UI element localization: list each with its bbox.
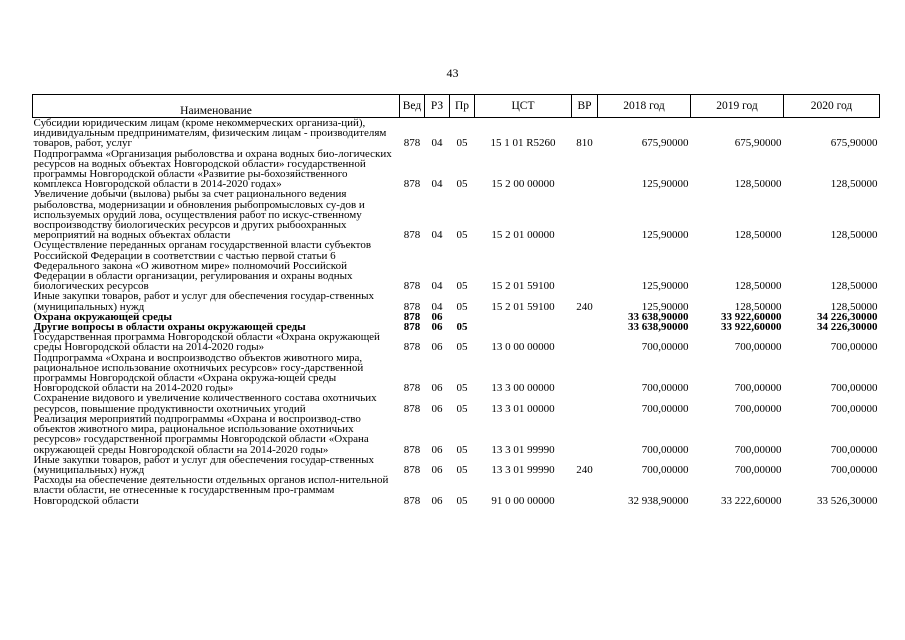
cell-rz: 06 — [431, 341, 443, 354]
cell-vr — [572, 393, 598, 413]
table-body — [33, 118, 880, 506]
cell-pr: 05 — [456, 382, 468, 395]
cell-cst: 15 2 01 59100 — [491, 280, 555, 293]
cell-2019: 700,00000 — [734, 463, 782, 476]
cell-vr — [572, 240, 598, 291]
header-ved: Вед — [400, 95, 425, 118]
table-row — [33, 332, 880, 352]
cell-vr — [572, 189, 598, 240]
cell-ved: 878 — [403, 321, 421, 334]
header-cst: ЦСТ — [475, 95, 572, 118]
cell-2019: 33 922,60000 — [721, 310, 782, 323]
cell-2019: 700,00000 — [734, 382, 782, 395]
cell-cst: 13 3 01 00000 — [491, 402, 555, 415]
cell-rz: 06 — [431, 443, 443, 456]
table-row — [33, 455, 880, 475]
cell-2020: 128,50000 — [830, 280, 878, 293]
cell-2020: 700,00000 — [830, 443, 878, 456]
cell-2018: 675,90000 — [641, 137, 689, 150]
cell-name: Охрана окружающей среды — [33, 310, 172, 323]
cell-rz: 04 — [431, 229, 443, 242]
cell-name: Подпрограмма «Организация рыболовства и охрана водных био-логических ресурсов на водных объектах Новгородской области» государственной программы Новгородской области «Развитие ры-бохозяйственного комплекса Новгородской области в 2014-2020 годах» — [33, 147, 392, 191]
table-row — [33, 475, 880, 506]
cell-2019: 33 922,60000 — [721, 321, 782, 334]
cell-pr: 05 — [456, 280, 468, 293]
cell-rz: 06 — [431, 310, 443, 323]
cell-ved: 878 — [403, 300, 421, 313]
cell-name: Сохранение видового и увеличение количественного состава охотничьих ресурсов, повышение продуктивности охотничьих угодий — [33, 392, 377, 415]
cell-ved: 878 — [403, 463, 421, 476]
cell-name: Иные закупки товаров, работ и услуг для обеспечения государ-ственных (муниципальных) нужд — [33, 453, 375, 476]
table-header — [33, 95, 880, 118]
cell-2019: 128,50000 — [734, 178, 782, 191]
header-rz: РЗ — [425, 95, 450, 118]
cell-vr: 810 — [576, 137, 593, 150]
cell-2019: 128,50000 — [734, 300, 782, 313]
cell-name: Государственная программа Новгородской области «Охрана окружающей среды Новгородской области на 2014-2020 годы» — [33, 331, 380, 354]
cell-vr — [572, 414, 598, 455]
header-vr: ВР — [572, 95, 598, 118]
cell-name: Субсидии юридическим лицам (кроме некоммерческих организа-ций), индивидуальным предпринимателям, физическим лицам - производителям товаров, работ, услуг — [33, 117, 387, 150]
table-row — [33, 240, 880, 291]
cell-2019: 128,50000 — [734, 229, 782, 242]
cell-2018: 125,90000 — [641, 229, 689, 242]
cell-cst — [475, 312, 572, 322]
cell-2020: 34 226,30000 — [817, 310, 878, 323]
cell-pr: 05 — [456, 463, 468, 476]
cell-pr: 05 — [456, 494, 468, 507]
cell-rz: 04 — [431, 300, 443, 313]
cell-2020: 33 526,30000 — [817, 494, 878, 507]
cell-pr: 05 — [456, 137, 468, 150]
cell-name: Увеличение добычи (вылова) рыбы за счет рационального ведения рыболовства, модернизации и обновления рыбопромысловых су-дов и используемых орудий лова, осуществления работ по искус-ственному воспроизводству биологических ресурсов и других рыбоохранных мероприятий на водных объектах области — [33, 188, 365, 242]
cell-2018: 700,00000 — [641, 382, 689, 395]
cell-pr: 05 — [456, 341, 468, 354]
cell-2019: 700,00000 — [734, 443, 782, 456]
cell-cst: 13 0 00 00000 — [491, 341, 555, 354]
table-row — [33, 189, 880, 240]
cell-vr — [572, 475, 598, 506]
cell-rz: 06 — [431, 494, 443, 507]
table-row — [33, 118, 880, 149]
cell-2020: 128,50000 — [830, 300, 878, 313]
cell-ved: 878 — [403, 178, 421, 191]
cell-vr — [572, 312, 598, 322]
table-row — [33, 149, 880, 190]
cell-ved: 878 — [403, 443, 421, 456]
cell-name: Подпрограмма «Охрана и воспроизводство объектов животного мира, рациональное использование охотничьих ресурсов» госу-дарственной программы Новгородской области «Охрана окружа-ющей среды Новгородской области на 2014-2020 годы» — [33, 351, 364, 395]
cell-rz: 04 — [431, 280, 443, 293]
header-2018: 2018 год — [598, 95, 691, 118]
cell-2019: 128,50000 — [734, 280, 782, 293]
cell-2018: 125,90000 — [641, 178, 689, 191]
cell-cst: 15 2 01 00000 — [491, 229, 555, 242]
header-name: Наименование — [33, 95, 400, 118]
cell-2020: 128,50000 — [830, 178, 878, 191]
cell-name: Расходы на обеспечение деятельности отдельных органов испол-нительной власти области, не отнесенные к государственным про-граммам Новгородской области — [33, 474, 389, 507]
cell-name: Иные закупки товаров, работ и услуг для обеспечения государ-ственных (муниципальных) нужд — [33, 290, 375, 313]
cell-rz: 04 — [431, 178, 443, 191]
cell-2019: 700,00000 — [734, 402, 782, 415]
cell-ved: 878 — [403, 382, 421, 395]
cell-2020: 700,00000 — [830, 463, 878, 476]
cell-vr: 240 — [576, 300, 593, 313]
cell-pr: 05 — [456, 229, 468, 242]
cell-ved: 878 — [403, 137, 421, 150]
cell-2018: 700,00000 — [641, 402, 689, 415]
cell-2018: 125,90000 — [641, 280, 689, 293]
cell-cst: 15 2 00 00000 — [491, 178, 555, 191]
table-row — [33, 291, 880, 311]
cell-2018: 33 638,90000 — [628, 321, 689, 334]
cell-pr: 05 — [456, 300, 468, 313]
cell-rz: 06 — [431, 321, 443, 334]
cell-cst: 13 3 01 99990 — [491, 443, 555, 456]
header-pr: Пр — [450, 95, 475, 118]
cell-vr — [572, 322, 598, 332]
cell-cst: 91 0 00 00000 — [491, 494, 555, 507]
cell-rz: 06 — [431, 402, 443, 415]
cell-2020: 700,00000 — [830, 382, 878, 395]
budget-table — [32, 94, 880, 506]
cell-2020: 34 226,30000 — [817, 321, 878, 334]
cell-2018: 700,00000 — [641, 341, 689, 354]
cell-pr: 05 — [456, 443, 468, 456]
cell-ved: 878 — [403, 341, 421, 354]
cell-ved: 878 — [403, 494, 421, 507]
cell-vr — [572, 332, 598, 352]
table-row — [33, 414, 880, 455]
cell-ved: 878 — [403, 280, 421, 293]
header-2019: 2019 год — [691, 95, 784, 118]
cell-2020: 128,50000 — [830, 229, 878, 242]
table-row — [33, 393, 880, 413]
cell-cst: 13 3 01 99990 — [491, 463, 555, 476]
cell-rz: 04 — [431, 137, 443, 150]
cell-2018: 700,00000 — [641, 443, 689, 456]
table-row — [33, 353, 880, 394]
cell-ved: 878 — [403, 229, 421, 242]
cell-2019: 33 222,60000 — [721, 494, 782, 507]
cell-ved: 878 — [403, 310, 421, 323]
cell-cst: 13 3 00 00000 — [491, 382, 555, 395]
cell-name: Осуществление переданных органам государственной власти субъектов Российской Федерации в соответствии с частью первой статьи 6 Федерального закона «О животном мире» полномочий Российской Федерации в области организации, регулирования и охраны водных биологических ресурсов — [33, 239, 372, 293]
cell-2019: 700,00000 — [734, 341, 782, 354]
cell-2018: 32 938,90000 — [628, 494, 689, 507]
cell-2020: 675,90000 — [830, 137, 878, 150]
cell-pr: 05 — [456, 402, 468, 415]
cell-2018: 700,00000 — [641, 463, 689, 476]
cell-name: Другие вопросы в области охраны окружающей среды — [33, 321, 306, 334]
cell-2020: 700,00000 — [830, 402, 878, 415]
page-number: 43 — [446, 66, 459, 80]
cell-rz: 06 — [431, 382, 443, 395]
cell-2018: 125,90000 — [641, 300, 689, 313]
cell-ved: 878 — [403, 402, 421, 415]
cell-rz: 06 — [431, 463, 443, 476]
cell-cst: 15 1 01 R5260 — [490, 137, 556, 150]
cell-cst — [475, 322, 572, 332]
cell-vr — [572, 353, 598, 394]
cell-2018: 33 638,90000 — [628, 310, 689, 323]
cell-2020: 700,00000 — [830, 341, 878, 354]
cell-vr — [572, 149, 598, 190]
cell-name: Реализация мероприятий подпрограммы «Охрана и воспроизвод-ство объектов животного мира, рациональное использование охотничьих ресурсов» государственной программы Новгородской области «Охрана окружающей среды Новгородской области на 2014-2020 годы» — [33, 412, 369, 456]
cell-2019: 675,90000 — [734, 137, 782, 150]
cell-vr: 240 — [576, 463, 593, 476]
cell-pr: 05 — [456, 321, 468, 334]
header-2020: 2020 год — [784, 95, 880, 118]
cell-pr: 05 — [456, 178, 468, 191]
cell-cst: 15 2 01 59100 — [491, 300, 555, 313]
